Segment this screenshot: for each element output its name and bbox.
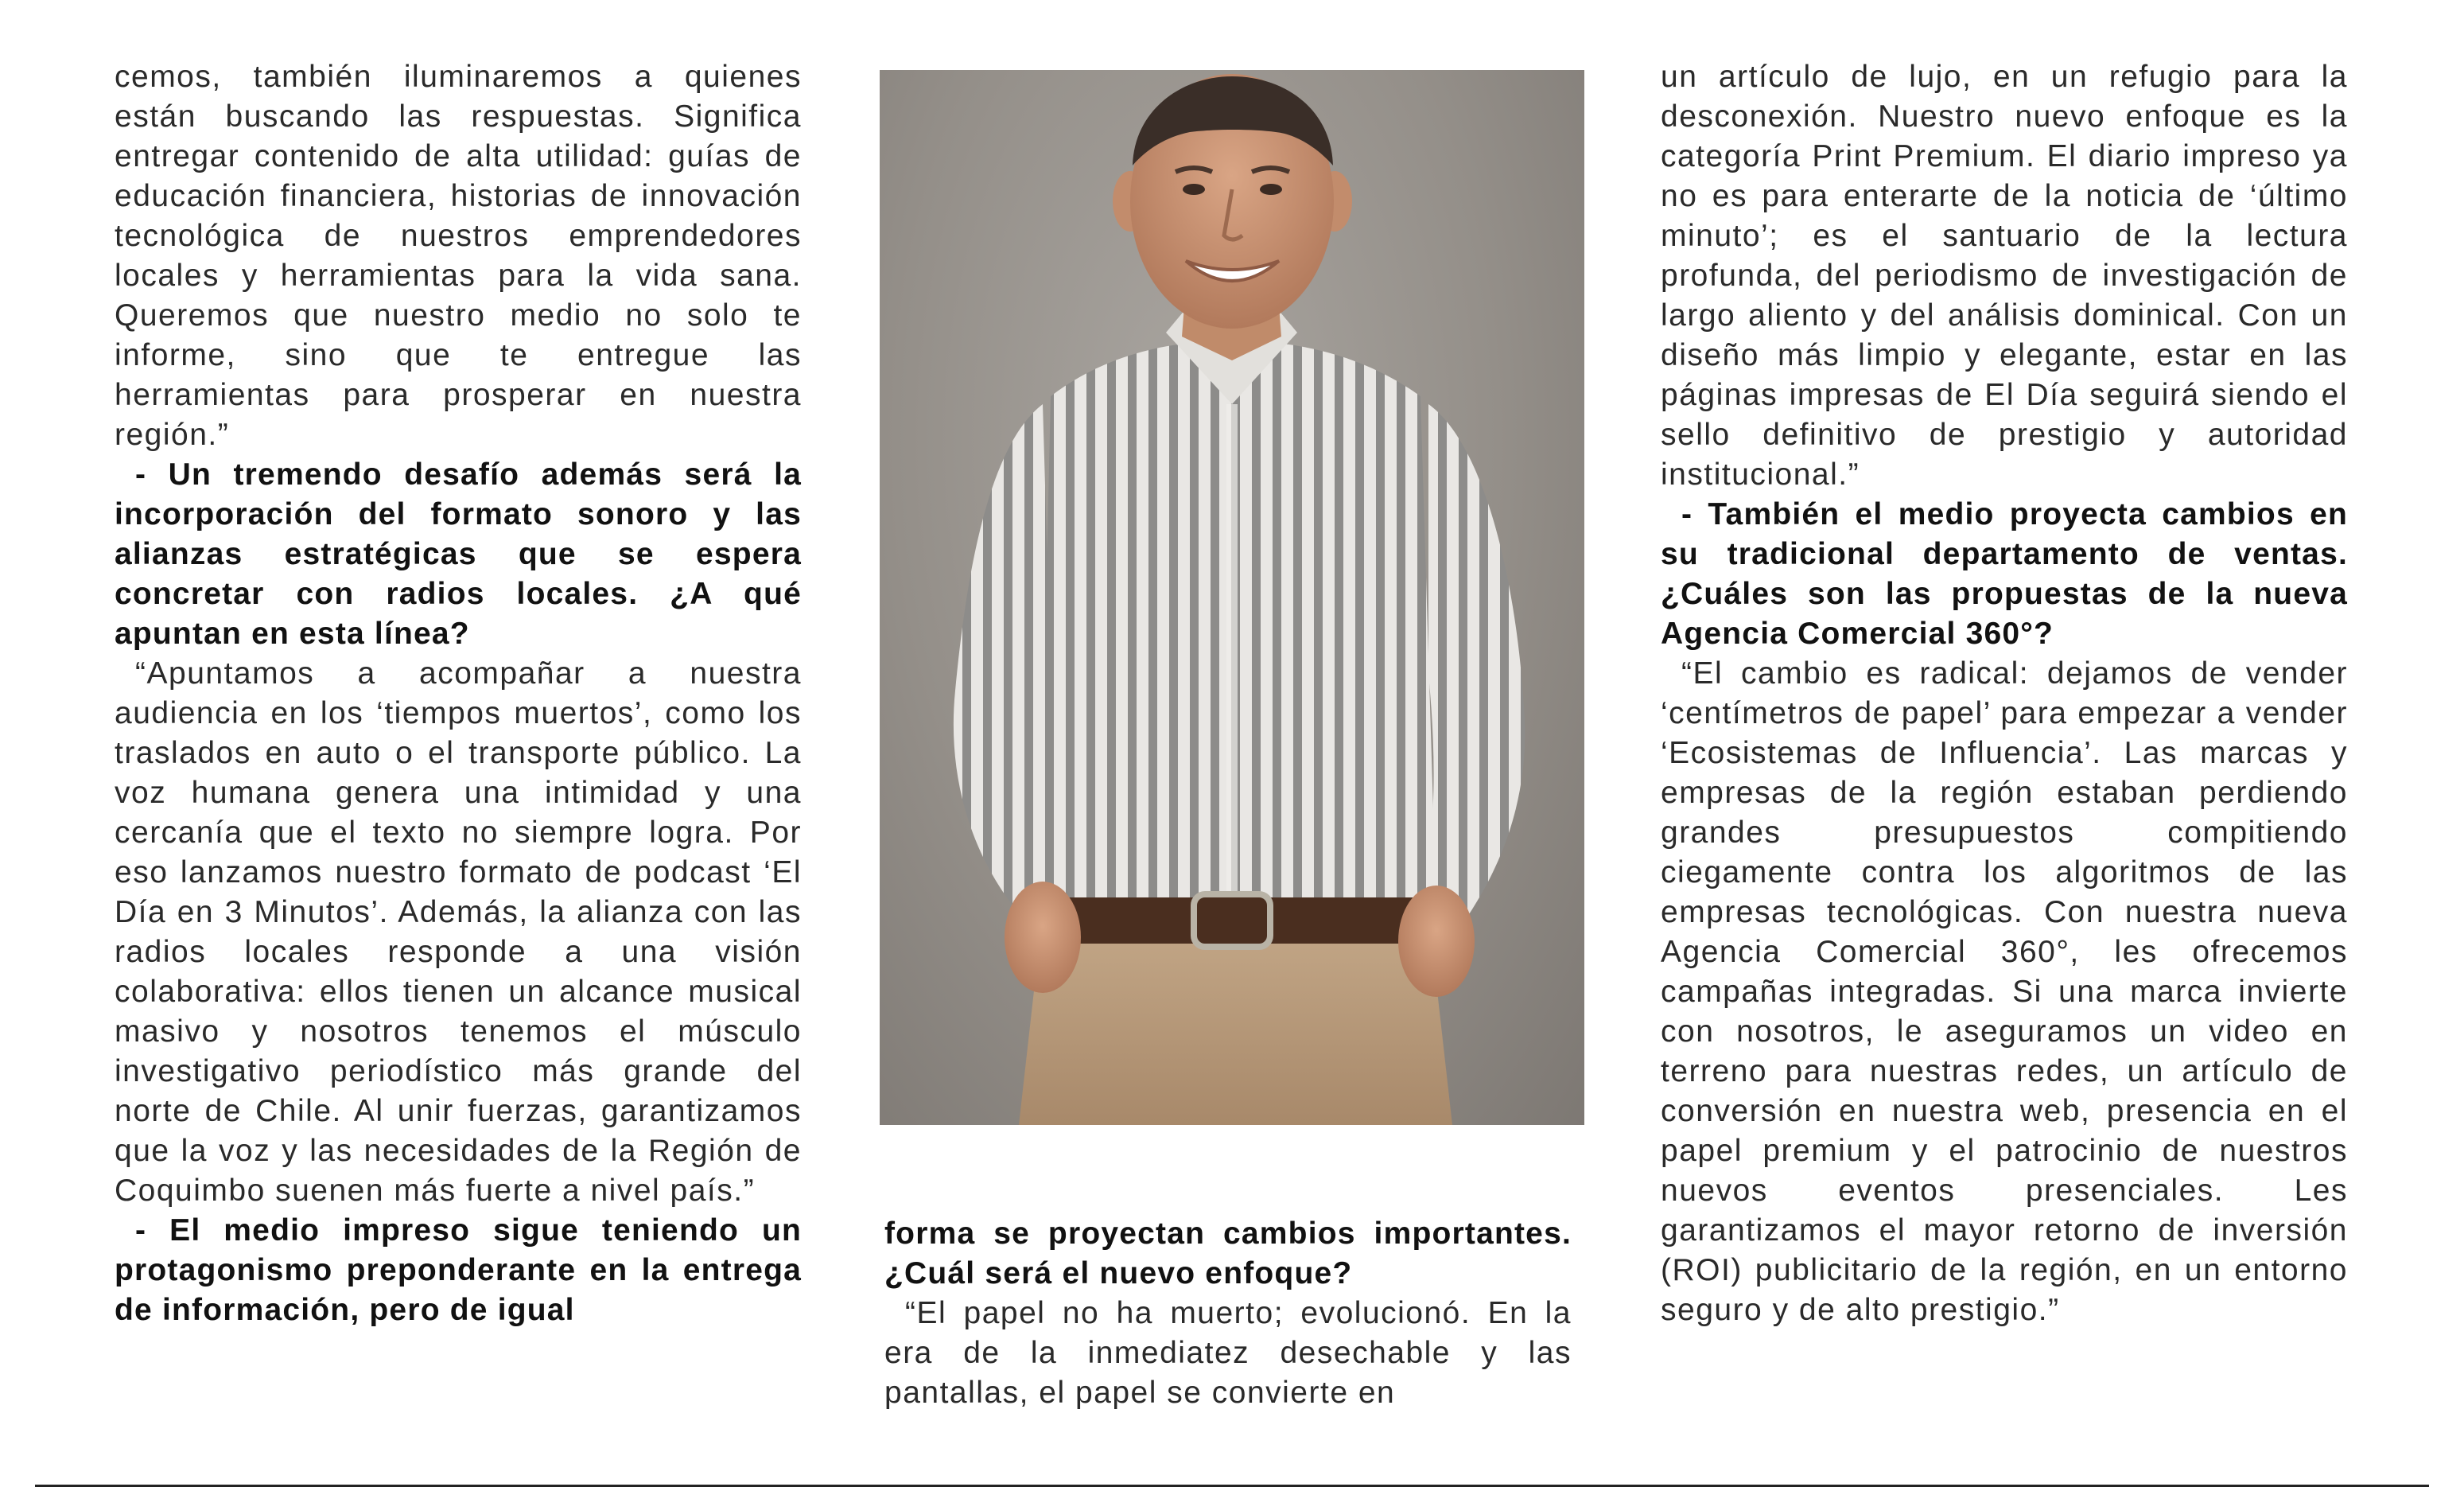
article-column-left [115,57,802,1330]
interview-answer: cemos, también iluminaremos a quienes están buscando las respuestas. Significa entregar contenido de alta utilidad: guías de educación financiera, historias de innovación tecnológica de nuestros emprendedores locales y herramientas para la vida sana. Queremos que nuestro medio no solo te informe, sino que te entregue las herramientas para prosperar en nuestra región.” [115,60,802,452]
interview-question: - Un tremendo desafío además será la incorporación del formato sonoro y las alianzas estratégicas que se espera concretar con radios locales. ¿A qué apuntan en esta línea? [115,457,802,651]
interview-question: - También el medio proyecta cambios en su tradicional departamento de ventas. ¿Cuáles son las propuestas de la nueva Agencia Comercial 360°? [1661,497,2348,651]
portrait-photo [880,70,1584,1125]
article-column-middle [884,1214,1572,1413]
interview-question: - El medio impreso sigue teniendo un protagonismo preponderante en la entrega de información, pero de igual [115,1213,802,1327]
interview-answer: “El papel no ha muerto; evolucionó. En la era de la inmediatez desechable y las pantallas, el papel se convierte en [884,1296,1572,1410]
interview-question: forma se proyectan cambios importantes. ¿Cuál será el nuevo enfoque? [884,1216,1572,1290]
interview-answer: “El cambio es radical: dejamos de vender ‘centímetros de papel’ para empezar a vender ‘Ecosistemas de Influencia’. Las marcas y empresas de la región estaban perdiendo grandes presupuestos compitiendo ciegamente contra los algoritmos de las empresas tecnológicas. Con nuestra nueva Agencia Comercial 360°, les ofrecemos campañas integradas. Si una marca invierte con nosotros, le aseguramos un video en terreno para nuestras redes, un artículo de conversión en nuestra web, presencia en el papel premium y el patrocinio de nuestros nuevos eventos presenciales. Les garantizamos el mayor retorno de inversión (ROI) publicitario de la región, en un entorno seguro y de alto prestigio.” [1661,656,2348,1327]
interview-answer: un artículo de lujo, en un refugio para la desconexión. Nuestro nuevo enfoque es la categoría Print Premium. El diario impreso ya no es para enterarte de la noticia de ‘último minuto’; es el santuario de la lectura profunda, del periodismo de investigación de largo aliento y del análisis dominical. Con un diseño más limpio y elegante, estar en las páginas impresas de El Día seguirá siendo el sello definitivo de prestigio y autoridad institucional.” [1661,60,2348,492]
man-portrait-illustration [880,70,1584,1125]
interview-answer: “Apuntamos a acompañar a nuestra audiencia en los ‘tiempos muertos’, como los traslados en auto o el transporte público. La voz humana genera una intimidad y una cercanía que el texto no siempre logra. Por eso lanzamos nuestro formato de podcast ‘El Día en 3 Minutos’. Además, la alianza con las radios locales responde a una visión colaborativa: ellos tienen un alcance musical masivo y nosotros tenemos el músculo investigativo periodístico más grande del norte de Chile. Al unir fuerzas, garantizamos que la voz y las necesidades de la Región de Coquimbo suenen más fuerte a nivel país.” [115,656,802,1208]
article-column-right [1661,57,2348,1330]
